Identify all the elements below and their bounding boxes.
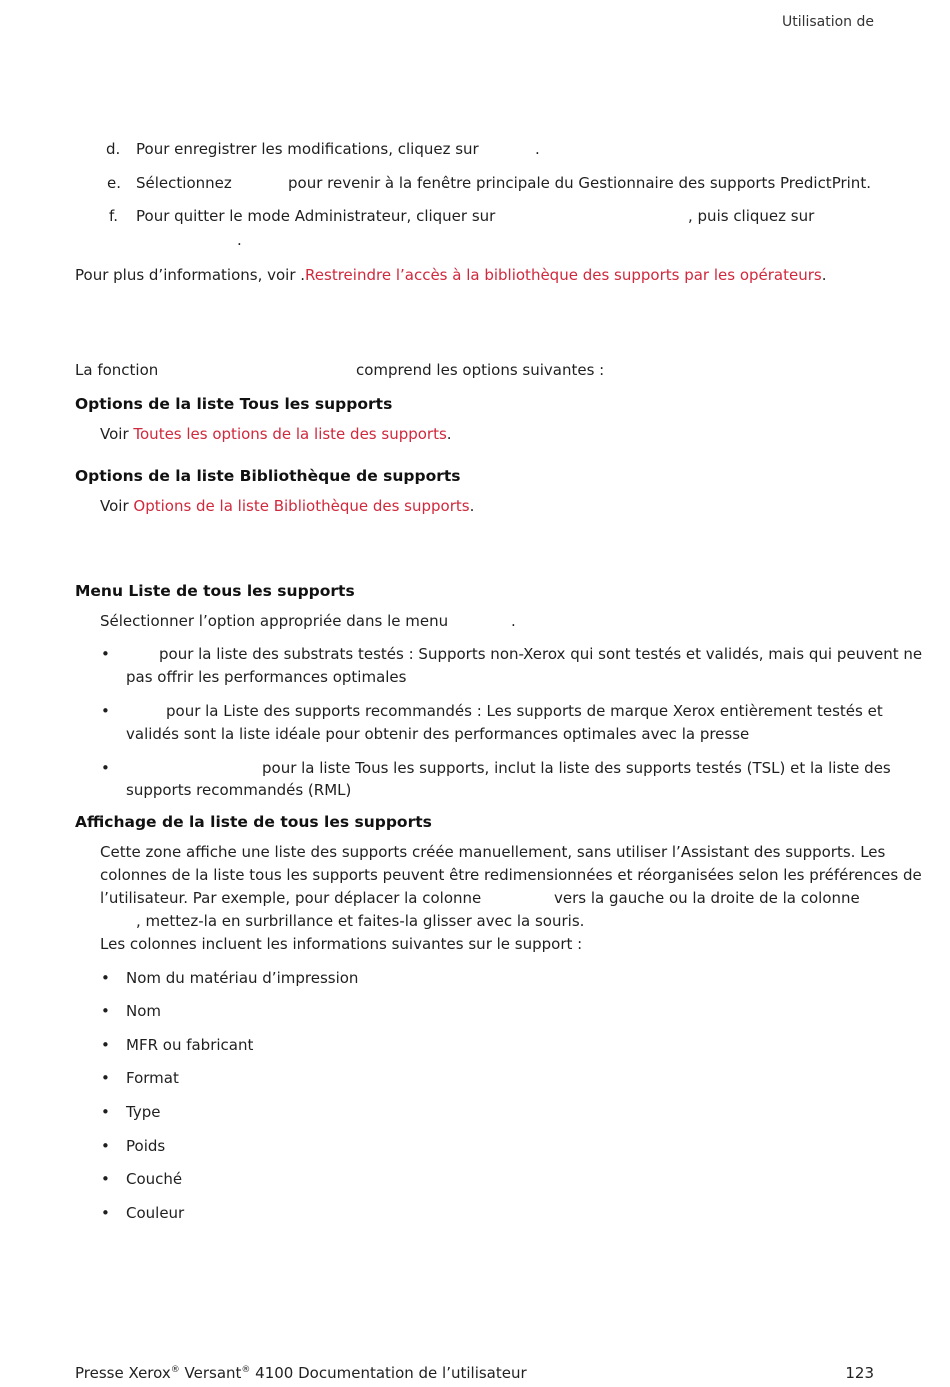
more-info-suffix: . xyxy=(821,266,827,284)
options-library-link[interactable]: Options de la liste Bibliothèque des supports xyxy=(133,497,470,515)
options-all-see xyxy=(100,423,452,445)
more-info-prefix: Pour plus d’informations, voir . xyxy=(75,266,306,284)
step-d-end: . xyxy=(535,140,540,158)
display-p1: Cette zone affiche une liste des supports créée manuellement, sans utiliser l’Assistant des supports. Les xyxy=(100,843,886,861)
step-e-text: pour revenir à la fenêtre principale du Gestionnaire des supports PredictPrint. xyxy=(288,174,871,192)
page-number: 123 xyxy=(845,1364,874,1382)
bullet-dot: • xyxy=(101,1002,110,1020)
step-f-marker: f. xyxy=(109,207,118,225)
footer-doc: 4100 Documentation de l’utilisateur xyxy=(250,1364,527,1382)
step-e-before: Sélectionnez xyxy=(136,174,232,192)
bullet-dot: • xyxy=(101,645,110,663)
footer-product: Versant xyxy=(179,1364,242,1382)
menu-intro: Sélectionner l’option appropriée dans le menu xyxy=(100,612,449,630)
column-item: MFR ou fabricant xyxy=(126,1036,254,1054)
menu-intro-end: . xyxy=(511,612,516,630)
bullet-dot: • xyxy=(101,702,110,720)
period: . xyxy=(446,425,452,443)
bullet-dot: • xyxy=(101,1069,110,1087)
column-item: Couché xyxy=(126,1170,183,1188)
step-d-text: Pour enregistrer les modifications, cliquez sur xyxy=(136,140,479,158)
bullet-dot: • xyxy=(101,1137,110,1155)
registered-mark: ® xyxy=(241,1365,251,1375)
menu-bullet-3-line2: supports recommandés (RML) xyxy=(126,781,352,799)
options-library-heading: Options de la liste Bibliothèque de supports xyxy=(75,467,461,485)
feature-intro-start: La fonction xyxy=(75,361,159,379)
step-f-tail: . xyxy=(237,231,242,249)
menu-bullet-1-line1: pour la liste des substrats testés : Supports non-Xerox qui sont testés et validés, mais qui peuvent ne xyxy=(159,645,923,663)
column-item: Format xyxy=(126,1069,179,1087)
options-all-heading: Options de la liste Tous les supports xyxy=(75,395,393,413)
running-header: Utilisation de xyxy=(781,14,874,30)
column-item: Poids xyxy=(126,1137,166,1155)
more-info-link[interactable]: Restreindre l’accès à la bibliothèque des supports par les opérateurs xyxy=(305,266,822,284)
column-item: Couleur xyxy=(126,1204,185,1222)
period: . xyxy=(469,497,475,515)
registered-mark: ® xyxy=(170,1365,180,1375)
more-info-line xyxy=(75,264,827,286)
column-item: Nom du matériau d’impression xyxy=(126,969,359,987)
menu-bullet-3-line1: pour la liste Tous les supports, inclut la liste des supports testés (TSL) et la liste des xyxy=(262,759,891,777)
bullet-dot: • xyxy=(101,969,110,987)
display-p3a: l’utilisateur. Par exemple, pour déplacer la colonne xyxy=(100,889,482,907)
options-all-link[interactable]: Toutes les options de la liste des supports xyxy=(133,425,447,443)
bullet-dot: • xyxy=(101,1204,110,1222)
bullet-dot: • xyxy=(101,1170,110,1188)
menu-bullet-2-line2: validés sont la liste idéale pour obtenir des performances optimales avec la presse xyxy=(126,725,750,743)
display-p2: colonnes de la liste tous les supports peuvent être redimensionnées et réorganisées selon les préférences de xyxy=(100,866,922,884)
menu-heading: Menu Liste de tous les supports xyxy=(75,582,355,600)
options-library-see xyxy=(100,495,474,517)
see-label: Voir xyxy=(100,425,129,443)
bullet-dot: • xyxy=(101,759,110,777)
menu-bullet-2-line1: pour la Liste des supports recommandés : Les supports de marque Xerox entièrement testés et xyxy=(166,702,883,720)
see-label: Voir xyxy=(100,497,129,515)
step-f-text: Pour quitter le mode Administrateur, cliquer sur xyxy=(136,207,496,225)
footer-brand: Presse Xerox xyxy=(75,1364,171,1382)
bullet-dot: • xyxy=(101,1036,110,1054)
column-item: Type xyxy=(126,1103,161,1121)
feature-intro-end: comprend les options suivantes : xyxy=(356,361,605,379)
bullet-dot: • xyxy=(101,1103,110,1121)
footer-title xyxy=(75,1364,527,1382)
column-item: Nom xyxy=(126,1002,162,1020)
display-heading: Affichage de la liste de tous les supports xyxy=(75,813,432,831)
display-p4: , mettez-la en surbrillance et faites-la glisser avec la souris. xyxy=(136,912,585,930)
menu-bullet-1-line2: pas offrir les performances optimales xyxy=(126,668,407,686)
step-d-marker: d. xyxy=(106,140,121,158)
step-e-marker: e. xyxy=(107,174,121,192)
display-p3b: vers la gauche ou la droite de la colonne xyxy=(554,889,860,907)
step-f-after: , puis cliquez sur xyxy=(688,207,815,225)
display-p5: Les colonnes incluent les informations suivantes sur le support : xyxy=(100,935,583,953)
